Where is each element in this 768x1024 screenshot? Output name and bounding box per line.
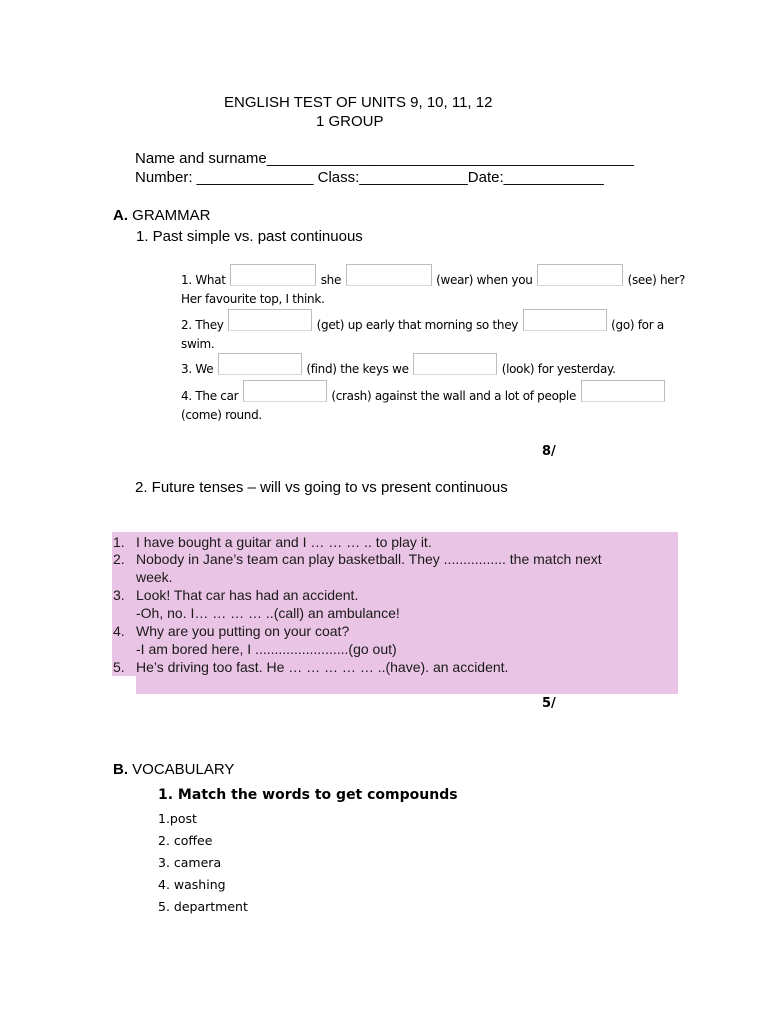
ex1-text: 4. The car xyxy=(181,389,239,403)
exercise-1-line-2 xyxy=(181,309,664,332)
item-text: -I am bored here, I ........................(go out) xyxy=(136,641,397,657)
number-class-date-line: Number: ______________ Class:_____________Date:____________ xyxy=(135,169,604,186)
item-text: He’s driving too fast. He … … … … … ..(have). an accident. xyxy=(136,659,509,675)
exercise-1-line-4b: (come) round. xyxy=(181,408,262,422)
answer-box-3a[interactable] xyxy=(218,353,302,375)
answer-box-1a[interactable] xyxy=(230,264,316,286)
name-surname-line: Name and surname____________________________________________ xyxy=(135,150,634,167)
section-a-title: GRAMMAR xyxy=(132,207,211,224)
vocab-item-4: 4. washing xyxy=(158,877,226,892)
ex1-text: (find) the keys we xyxy=(306,362,409,376)
answer-box-4a[interactable] xyxy=(243,380,327,402)
item-text: Why are you putting on your coat? xyxy=(136,623,350,639)
answer-box-2b[interactable] xyxy=(523,309,607,331)
task-compounds-title: 1. Match the words to get compounds xyxy=(158,787,458,803)
task-past-simple-title: 1. Past simple vs. past continuous xyxy=(136,228,363,245)
ex1-text: 2. They xyxy=(181,318,224,332)
exercise-1-line-1 xyxy=(181,264,685,287)
score-task-2: 5/ xyxy=(542,696,556,711)
section-b-letter: B. xyxy=(113,761,128,778)
exercise-1-line-2b: swim. xyxy=(181,337,215,351)
exercise-1-line-1b: Her favourite top, I think. xyxy=(181,292,325,306)
box-corner-gap xyxy=(112,676,136,694)
vocab-item-1: 1.post xyxy=(158,811,197,826)
answer-box-1c[interactable] xyxy=(537,264,623,286)
section-b-heading xyxy=(113,761,234,778)
item-number: 2. xyxy=(113,551,125,567)
group-label: 1 GROUP xyxy=(316,113,384,130)
ex1-text: she xyxy=(320,273,342,287)
item-text: -Oh, no. I… … … … ..(call) an ambulance! xyxy=(136,605,400,621)
item-number: 1. xyxy=(113,534,125,550)
item-text: week. xyxy=(136,569,173,585)
ex1-text: (get) up early that morning so they xyxy=(316,318,519,332)
exercise-1-line-4 xyxy=(181,380,666,403)
section-a-heading xyxy=(113,207,211,224)
ex1-text: (look) for yesterday. xyxy=(501,362,616,376)
section-a-letter: A. xyxy=(113,207,128,224)
vocab-item-3: 3. camera xyxy=(158,855,222,870)
answer-box-2a[interactable] xyxy=(228,309,312,331)
section-b-title: VOCABULARY xyxy=(132,761,235,778)
ex1-text: 3. We xyxy=(181,362,214,376)
item-text: Look! That car has had an accident. xyxy=(136,587,359,603)
vocab-item-5: 5. department xyxy=(158,899,248,914)
ex1-text: (crash) against the wall and a lot of people xyxy=(331,389,577,403)
item-number: 3. xyxy=(113,587,125,603)
ex1-text: (see) her? xyxy=(627,273,686,287)
exercise-1-line-3 xyxy=(181,353,616,376)
ex1-text: 1. What xyxy=(181,273,226,287)
score-task-1: 8/ xyxy=(542,444,556,459)
answer-box-4b[interactable] xyxy=(581,380,665,402)
task-future-tenses-title: 2. Future tenses – will vs going to vs present continuous xyxy=(135,479,508,496)
ex1-text: (go) for a xyxy=(611,318,664,332)
vocab-item-2: 2. coffee xyxy=(158,833,213,848)
answer-box-3b[interactable] xyxy=(413,353,497,375)
item-text: I have bought a guitar and I … … … .. to play it. xyxy=(136,534,432,550)
item-number: 4. xyxy=(113,623,125,639)
test-title: ENGLISH TEST OF UNITS 9, 10, 11, 12 xyxy=(224,94,493,111)
ex1-text: (wear) when you xyxy=(436,273,533,287)
item-number: 5. xyxy=(113,659,125,675)
answer-box-1b[interactable] xyxy=(346,264,432,286)
item-text: Nobody in Jane’s team can play basketball. They ................ the match next xyxy=(136,551,602,567)
